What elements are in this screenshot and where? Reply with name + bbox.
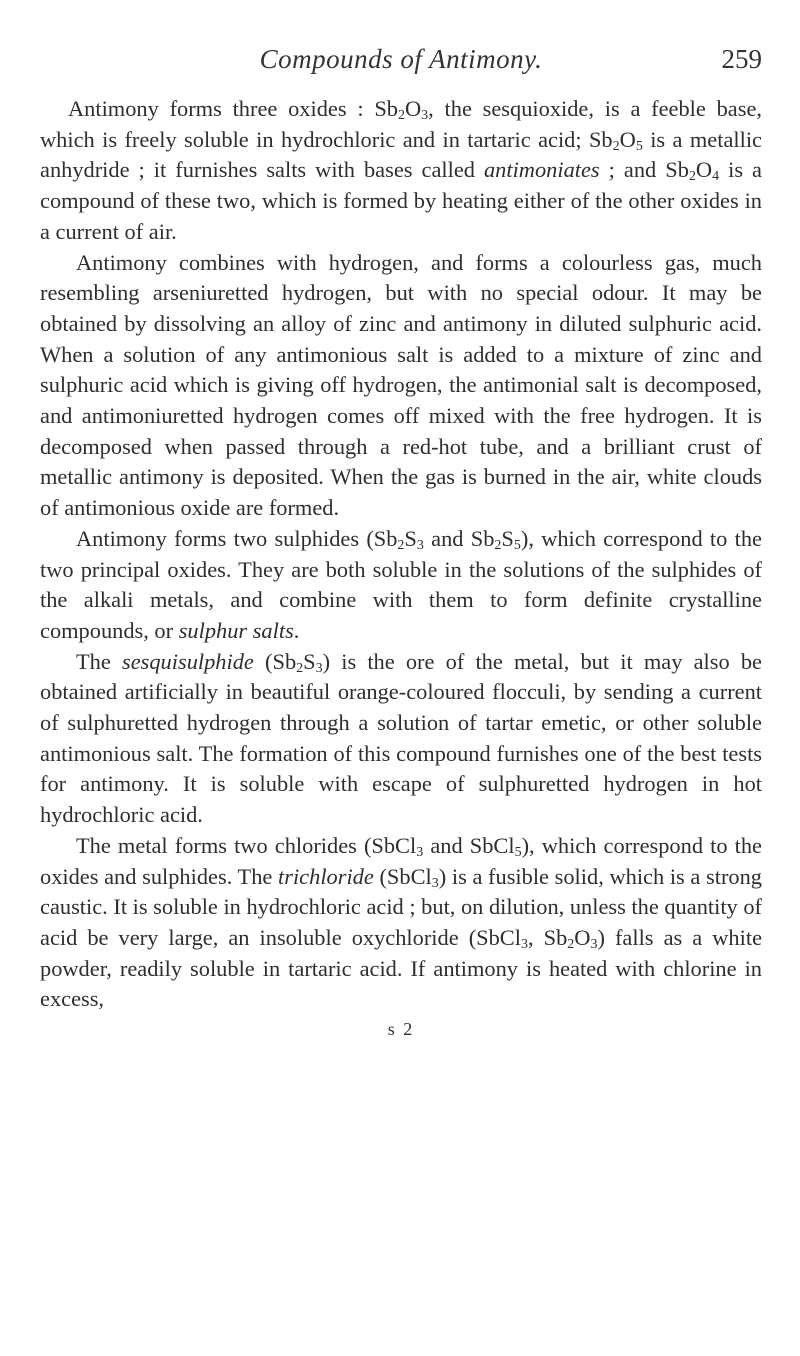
subscript: 2 [397, 537, 405, 553]
text-run: ) falls as a white powder, readily soluble in tartaric acid. If antimony is heated with chlorine in excess, [40, 924, 763, 1012]
italic-term: sesquisulphide [122, 648, 254, 674]
italic-term: antimoniates [483, 157, 600, 183]
text-run: Antimony forms three oxides : Sb [68, 96, 398, 121]
text-run: ), which correspond to the two principal oxides. They are both soluble in the solutions of the sulphides of the alkali metals, and combine with them to form definite crystalline compounds, or [40, 525, 762, 643]
subscript: 2 [612, 138, 620, 154]
text-run: Antimony combines with hydrogen, and forms a colourless gas, much resembling arseniuretted hydrogen, but with no special odour. It may be obtained by dissolving an alloy of zinc and antimony in diluted sulphuric acid. When a solution of any antimonious salt is added to a mixture of zinc and sulphuric acid which is giving off hydrogen, the antimonial salt is decomposed, and antimoniuretted hydrogen comes off mixed with the free hydrogen. It is decomposed when passed through a red-hot tube, and a brilliant crust of metallic antimony is deposited. When the gas is burned in the air, white clouds of antimonious oxide are formed. [40, 249, 762, 521]
subscript: 2 [567, 936, 575, 952]
text-run: O [695, 157, 713, 183]
text-run: and Sb [423, 525, 495, 551]
subscript: 3 [416, 844, 424, 860]
running-title: Compounds of Antimony. [259, 44, 543, 74]
text-run: ) is a fusible solid, which is a strong caustic. It is soluble in hydrochloric acid ; but, on dilution, unless the quantity of acid be very large, an insoluble oxychloride (SbCl [40, 863, 762, 950]
subscript: 2 [688, 169, 696, 185]
text-run: ) is the ore of the metal, but it may also be obtained artificially in beautiful orange-coloured flocculi, by sending a current of sulphuretted hydrogen through a solution of tartar emetic, or other soluble antimonious salt. The formation of this compound furnishes one of the best tests for antimony. It is soluble with escape of sulphuretted hydrogen in hot hydrochloric acid. [40, 648, 762, 828]
text-run: O [404, 96, 422, 121]
subscript: 3 [416, 537, 424, 553]
subscript: 4 [712, 169, 720, 185]
body-text [40, 94, 762, 1015]
text-run: , the sesquioxide, is a feeble base, which is freely soluble in hydrochloric and in tartaric acid; Sb [40, 96, 762, 152]
text-run: The [76, 648, 122, 674]
italic-term: sulphur salts [178, 617, 294, 643]
text-run: ; and Sb [599, 157, 689, 183]
paragraph-sesquisulphide [40, 647, 762, 831]
paragraph-chlorides [40, 831, 762, 1015]
page-number: 259 [721, 44, 762, 74]
subscript: 3 [520, 936, 528, 952]
page-header [40, 44, 762, 80]
text-run: The metal forms two chlorides (SbCl [76, 832, 417, 858]
text-run: O [619, 126, 636, 152]
subscript: 3 [431, 875, 439, 891]
text-run: , Sb [527, 924, 568, 950]
subscript: 5 [514, 844, 522, 860]
text-run: is a compound of these two, which is formed by heating either of the other oxides in a current of air. [40, 157, 762, 244]
book-page [40, 44, 762, 1040]
subscript: 2 [397, 108, 405, 123]
subscript: 3 [315, 660, 323, 676]
text-run: . [293, 617, 300, 643]
italic-term: trichloride [278, 863, 374, 889]
text-run: (SbCl [373, 863, 432, 889]
text-run: (Sb [253, 648, 297, 674]
subscript: 5 [513, 537, 521, 553]
text-run: S [404, 525, 417, 551]
signature-mark: s 2 [387, 1019, 415, 1040]
subscript: 3 [421, 108, 429, 123]
text-run: S [303, 648, 316, 674]
subscript: 2 [494, 537, 502, 553]
paragraph-hydrogen [40, 248, 762, 524]
paragraph-sulphides [40, 524, 762, 647]
paragraph-oxides [40, 94, 762, 248]
text-run: S [501, 525, 514, 551]
subscript: 3 [590, 936, 598, 952]
subscript: 5 [635, 138, 643, 154]
text-run: Antimony forms two sulphides (Sb [76, 525, 398, 551]
text-run: is a metallic anhydride ; it furnishes salts with bases called [40, 126, 762, 183]
text-run: ), which correspond to the oxides and sulphides. The [40, 832, 762, 889]
text-run: and SbCl [423, 832, 515, 858]
text-run: O [574, 924, 591, 950]
subscript: 2 [296, 660, 304, 676]
